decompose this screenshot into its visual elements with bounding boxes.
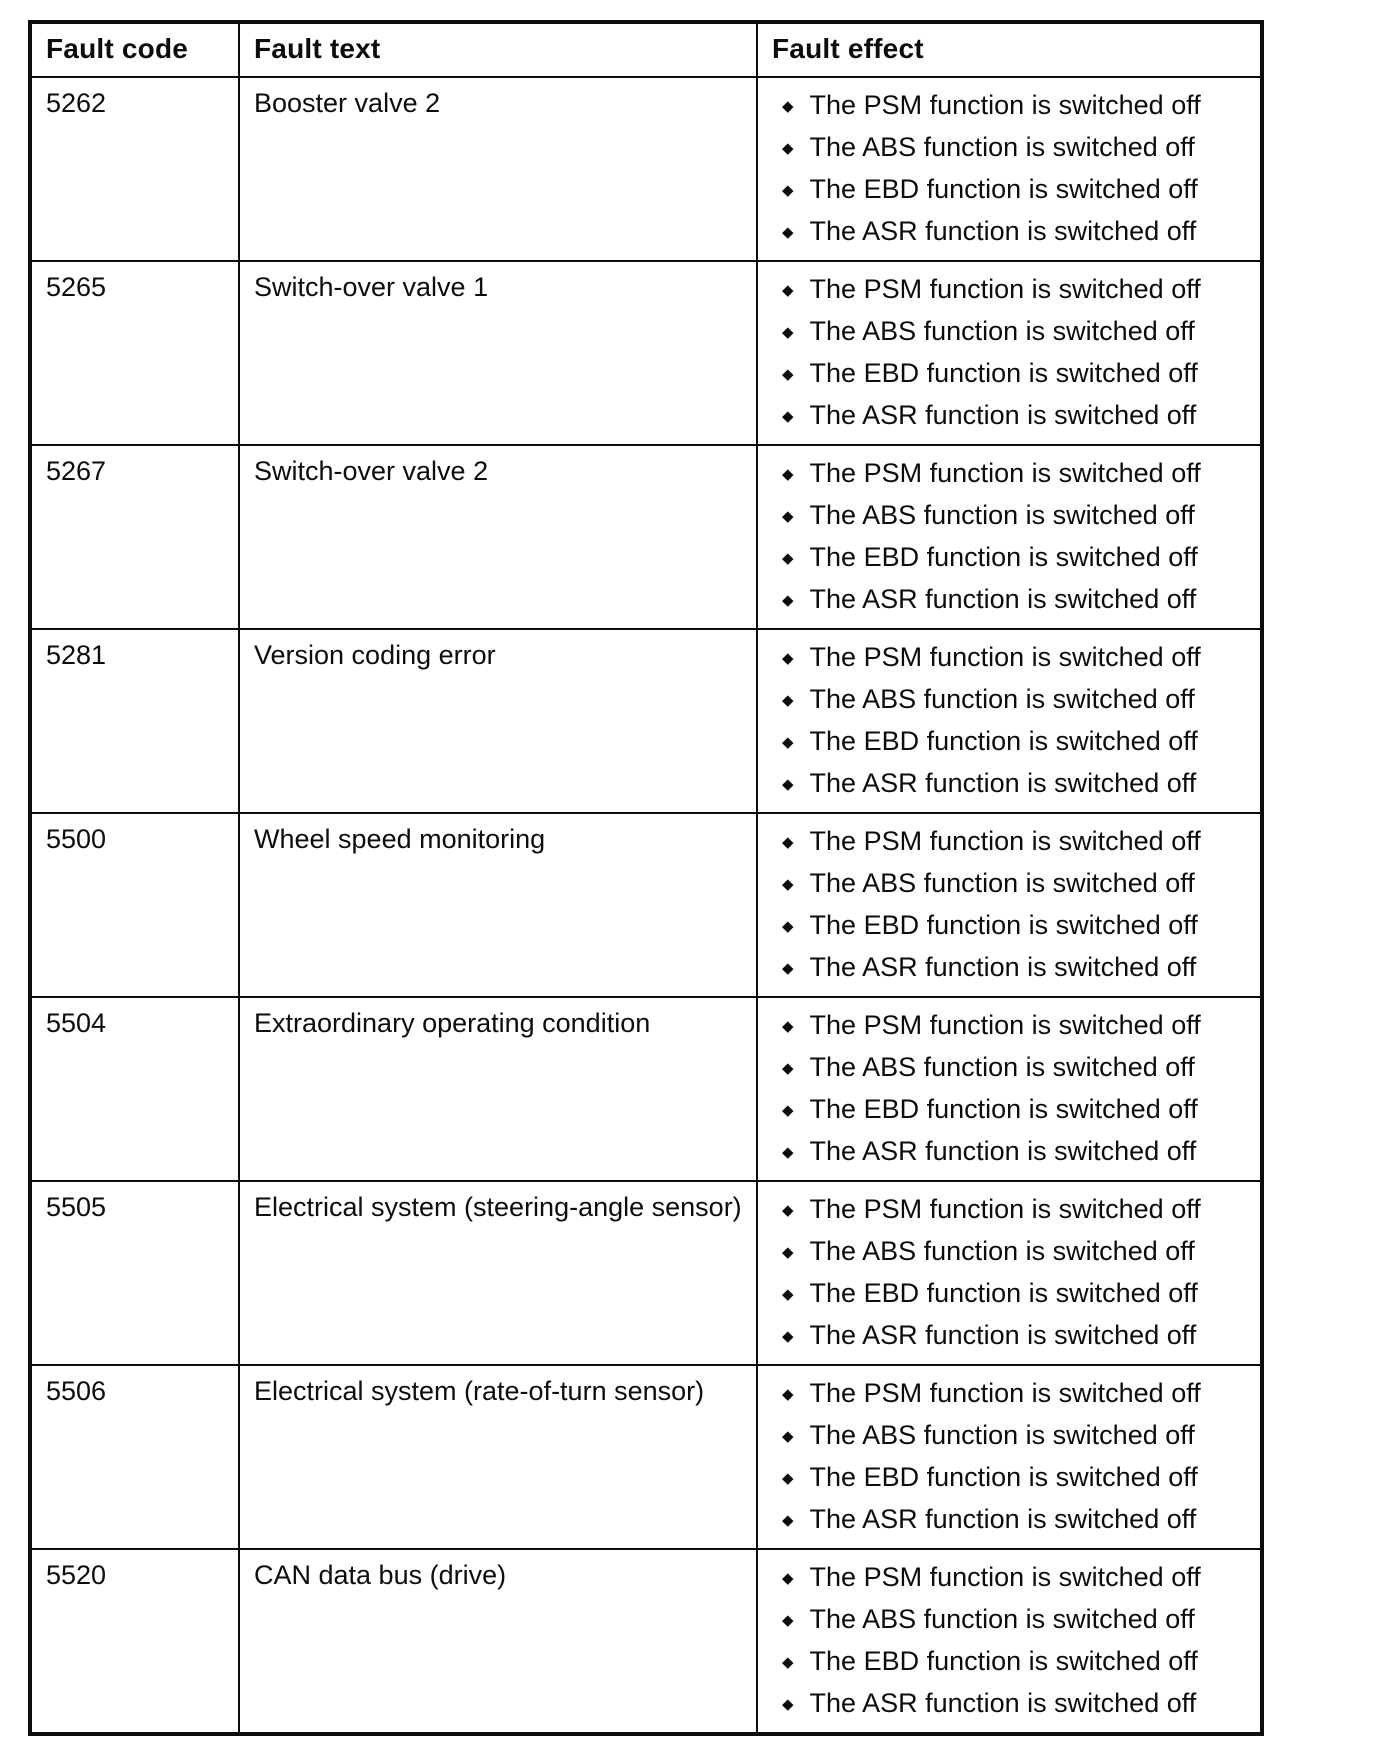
effect-text: The EBD function is switched off [809, 1093, 1198, 1124]
fault-text-cell: Extraordinary operating condition [239, 997, 757, 1181]
diamond-bullet-icon: ◆ [782, 281, 794, 299]
fault-text-cell: Wheel speed monitoring [239, 813, 757, 997]
fault-text-cell: Booster valve 2 [239, 77, 757, 261]
fault-effect-cell [757, 1181, 1262, 1365]
diamond-bullet-icon: ◆ [782, 1427, 794, 1445]
effect-item [774, 1682, 1250, 1724]
diamond-bullet-icon: ◆ [782, 1327, 794, 1345]
table-row [30, 1365, 1262, 1549]
effect-item [774, 268, 1250, 310]
effect-text: The ASR function is switched off [809, 951, 1197, 982]
effect-item [774, 394, 1250, 436]
effect-text: The ASR function is switched off [809, 1319, 1197, 1350]
effect-text: The EBD function is switched off [809, 1461, 1198, 1492]
fault-code-cell: 5265 [30, 261, 239, 445]
effect-item [774, 1372, 1250, 1414]
fault-code-cell: 5505 [30, 1181, 239, 1365]
effect-text: The ASR function is switched off [809, 767, 1197, 798]
fault-effect-cell [757, 813, 1262, 997]
diamond-bullet-icon: ◆ [782, 1101, 794, 1119]
effect-item [774, 904, 1250, 946]
diamond-bullet-icon: ◆ [782, 139, 794, 157]
fault-effect-cell [757, 997, 1262, 1181]
effect-text: The ABS function is switched off [809, 131, 1195, 162]
effect-item [774, 1414, 1250, 1456]
effect-text: The ASR function is switched off [809, 215, 1197, 246]
diamond-bullet-icon: ◆ [782, 465, 794, 483]
effect-text: The ABS function is switched off [809, 1235, 1195, 1266]
effect-text: The PSM function is switched off [809, 1009, 1201, 1040]
diamond-bullet-icon: ◆ [782, 1695, 794, 1713]
diamond-bullet-icon: ◆ [782, 1201, 794, 1219]
effect-text: The ASR function is switched off [809, 1135, 1197, 1166]
diamond-bullet-icon: ◆ [782, 223, 794, 241]
diamond-bullet-icon: ◆ [782, 1143, 794, 1161]
diamond-bullet-icon: ◆ [782, 917, 794, 935]
diamond-bullet-icon: ◆ [782, 1511, 794, 1529]
effect-text: The EBD function is switched off [809, 541, 1198, 572]
effect-item [774, 168, 1250, 210]
table-row [30, 445, 1262, 629]
effect-item [774, 678, 1250, 720]
effect-text: The ABS function is switched off [809, 867, 1195, 898]
fault-effect-cell [757, 1549, 1262, 1734]
effect-item [774, 126, 1250, 168]
diamond-bullet-icon: ◆ [782, 1017, 794, 1035]
effect-item [774, 1640, 1250, 1682]
effect-text: The ABS function is switched off [809, 315, 1195, 346]
effect-item [774, 820, 1250, 862]
fault-code-cell: 5520 [30, 1549, 239, 1734]
diamond-bullet-icon: ◆ [782, 549, 794, 567]
effect-item [774, 1130, 1250, 1172]
fault-text-cell: Electrical system (steering-angle sensor) [239, 1181, 757, 1365]
effect-item [774, 84, 1250, 126]
diamond-bullet-icon: ◆ [782, 733, 794, 751]
effect-item [774, 1188, 1250, 1230]
effect-text: The EBD function is switched off [809, 909, 1198, 940]
effect-item [774, 1046, 1250, 1088]
diamond-bullet-icon: ◆ [782, 365, 794, 383]
effect-item [774, 1088, 1250, 1130]
effect-item [774, 536, 1250, 578]
effect-text: The PSM function is switched off [809, 457, 1201, 488]
effect-item [774, 1456, 1250, 1498]
effect-text: The ABS function is switched off [809, 1603, 1195, 1634]
fault-code-cell: 5267 [30, 445, 239, 629]
fault-effect-cell [757, 445, 1262, 629]
effect-text: The PSM function is switched off [809, 641, 1201, 672]
effect-text: The ASR function is switched off [809, 583, 1197, 614]
effect-text: The ABS function is switched off [809, 1419, 1195, 1450]
table-row [30, 261, 1262, 445]
effect-text: The EBD function is switched off [809, 1277, 1198, 1308]
effect-item [774, 720, 1250, 762]
table-row [30, 1549, 1262, 1734]
fault-text-cell: Electrical system (rate-of-turn sensor) [239, 1365, 757, 1549]
effect-text: The ABS function is switched off [809, 683, 1195, 714]
diamond-bullet-icon: ◆ [782, 959, 794, 977]
table-row [30, 997, 1262, 1181]
effect-text: The ASR function is switched off [809, 1687, 1197, 1718]
effect-item [774, 1272, 1250, 1314]
header-row [30, 22, 1262, 77]
effect-text: The ABS function is switched off [809, 499, 1195, 530]
effect-text: The PSM function is switched off [809, 825, 1201, 856]
diamond-bullet-icon: ◆ [782, 775, 794, 793]
fault-text-cell: Version coding error [239, 629, 757, 813]
diamond-bullet-icon: ◆ [782, 591, 794, 609]
column-header-fault-text: Fault text [239, 22, 757, 77]
effect-item [774, 636, 1250, 678]
effect-text: The ABS function is switched off [809, 1051, 1195, 1082]
effect-item [774, 862, 1250, 904]
diamond-bullet-icon: ◆ [782, 1285, 794, 1303]
effect-item [774, 210, 1250, 252]
effect-item [774, 1598, 1250, 1640]
effect-text: The PSM function is switched off [809, 1377, 1201, 1408]
effect-item [774, 762, 1250, 804]
effect-text: The EBD function is switched off [809, 173, 1198, 204]
effect-text: The EBD function is switched off [809, 357, 1198, 388]
diamond-bullet-icon: ◆ [782, 1611, 794, 1629]
fault-code-cell: 5500 [30, 813, 239, 997]
effect-item [774, 1498, 1250, 1540]
diamond-bullet-icon: ◆ [782, 649, 794, 667]
table-row [30, 629, 1262, 813]
effect-item [774, 310, 1250, 352]
effect-text: The PSM function is switched off [809, 273, 1201, 304]
effect-text: The ASR function is switched off [809, 399, 1197, 430]
fault-text-cell: Switch-over valve 1 [239, 261, 757, 445]
effect-item [774, 1314, 1250, 1356]
diamond-bullet-icon: ◆ [782, 1653, 794, 1671]
effect-item [774, 946, 1250, 988]
diamond-bullet-icon: ◆ [782, 1385, 794, 1403]
fault-text-cell: Switch-over valve 2 [239, 445, 757, 629]
effect-item [774, 1556, 1250, 1598]
table-body [30, 77, 1262, 1734]
effect-item [774, 452, 1250, 494]
diamond-bullet-icon: ◆ [782, 181, 794, 199]
fault-code-cell: 5506 [30, 1365, 239, 1549]
column-header-fault-effect: Fault effect [757, 22, 1262, 77]
diamond-bullet-icon: ◆ [782, 407, 794, 425]
diamond-bullet-icon: ◆ [782, 875, 794, 893]
fault-text-cell: CAN data bus (drive) [239, 1549, 757, 1734]
table-row [30, 813, 1262, 997]
effect-item [774, 1004, 1250, 1046]
effect-text: The ASR function is switched off [809, 1503, 1197, 1534]
column-header-fault-code: Fault code [30, 22, 239, 77]
fault-effect-cell [757, 77, 1262, 261]
effect-item [774, 352, 1250, 394]
effect-text: The EBD function is switched off [809, 725, 1198, 756]
diamond-bullet-icon: ◆ [782, 691, 794, 709]
diamond-bullet-icon: ◆ [782, 1569, 794, 1587]
fault-effect-cell [757, 1365, 1262, 1549]
diamond-bullet-icon: ◆ [782, 97, 794, 115]
diamond-bullet-icon: ◆ [782, 323, 794, 341]
effect-item [774, 1230, 1250, 1272]
diamond-bullet-icon: ◆ [782, 1469, 794, 1487]
fault-code-cell: 5504 [30, 997, 239, 1181]
table-row [30, 77, 1262, 261]
effect-text: The PSM function is switched off [809, 89, 1201, 120]
fault-code-cell: 5262 [30, 77, 239, 261]
fault-code-cell: 5281 [30, 629, 239, 813]
effect-text: The EBD function is switched off [809, 1645, 1198, 1676]
effect-text: The PSM function is switched off [809, 1193, 1201, 1224]
fault-effect-cell [757, 261, 1262, 445]
fault-effect-cell [757, 629, 1262, 813]
diamond-bullet-icon: ◆ [782, 833, 794, 851]
diamond-bullet-icon: ◆ [782, 1059, 794, 1077]
effect-item [774, 494, 1250, 536]
diamond-bullet-icon: ◆ [782, 1243, 794, 1261]
effect-item [774, 578, 1250, 620]
table-row [30, 1181, 1262, 1365]
effect-text: The PSM function is switched off [809, 1561, 1201, 1592]
diamond-bullet-icon: ◆ [782, 507, 794, 525]
fault-code-table [28, 20, 1264, 1736]
